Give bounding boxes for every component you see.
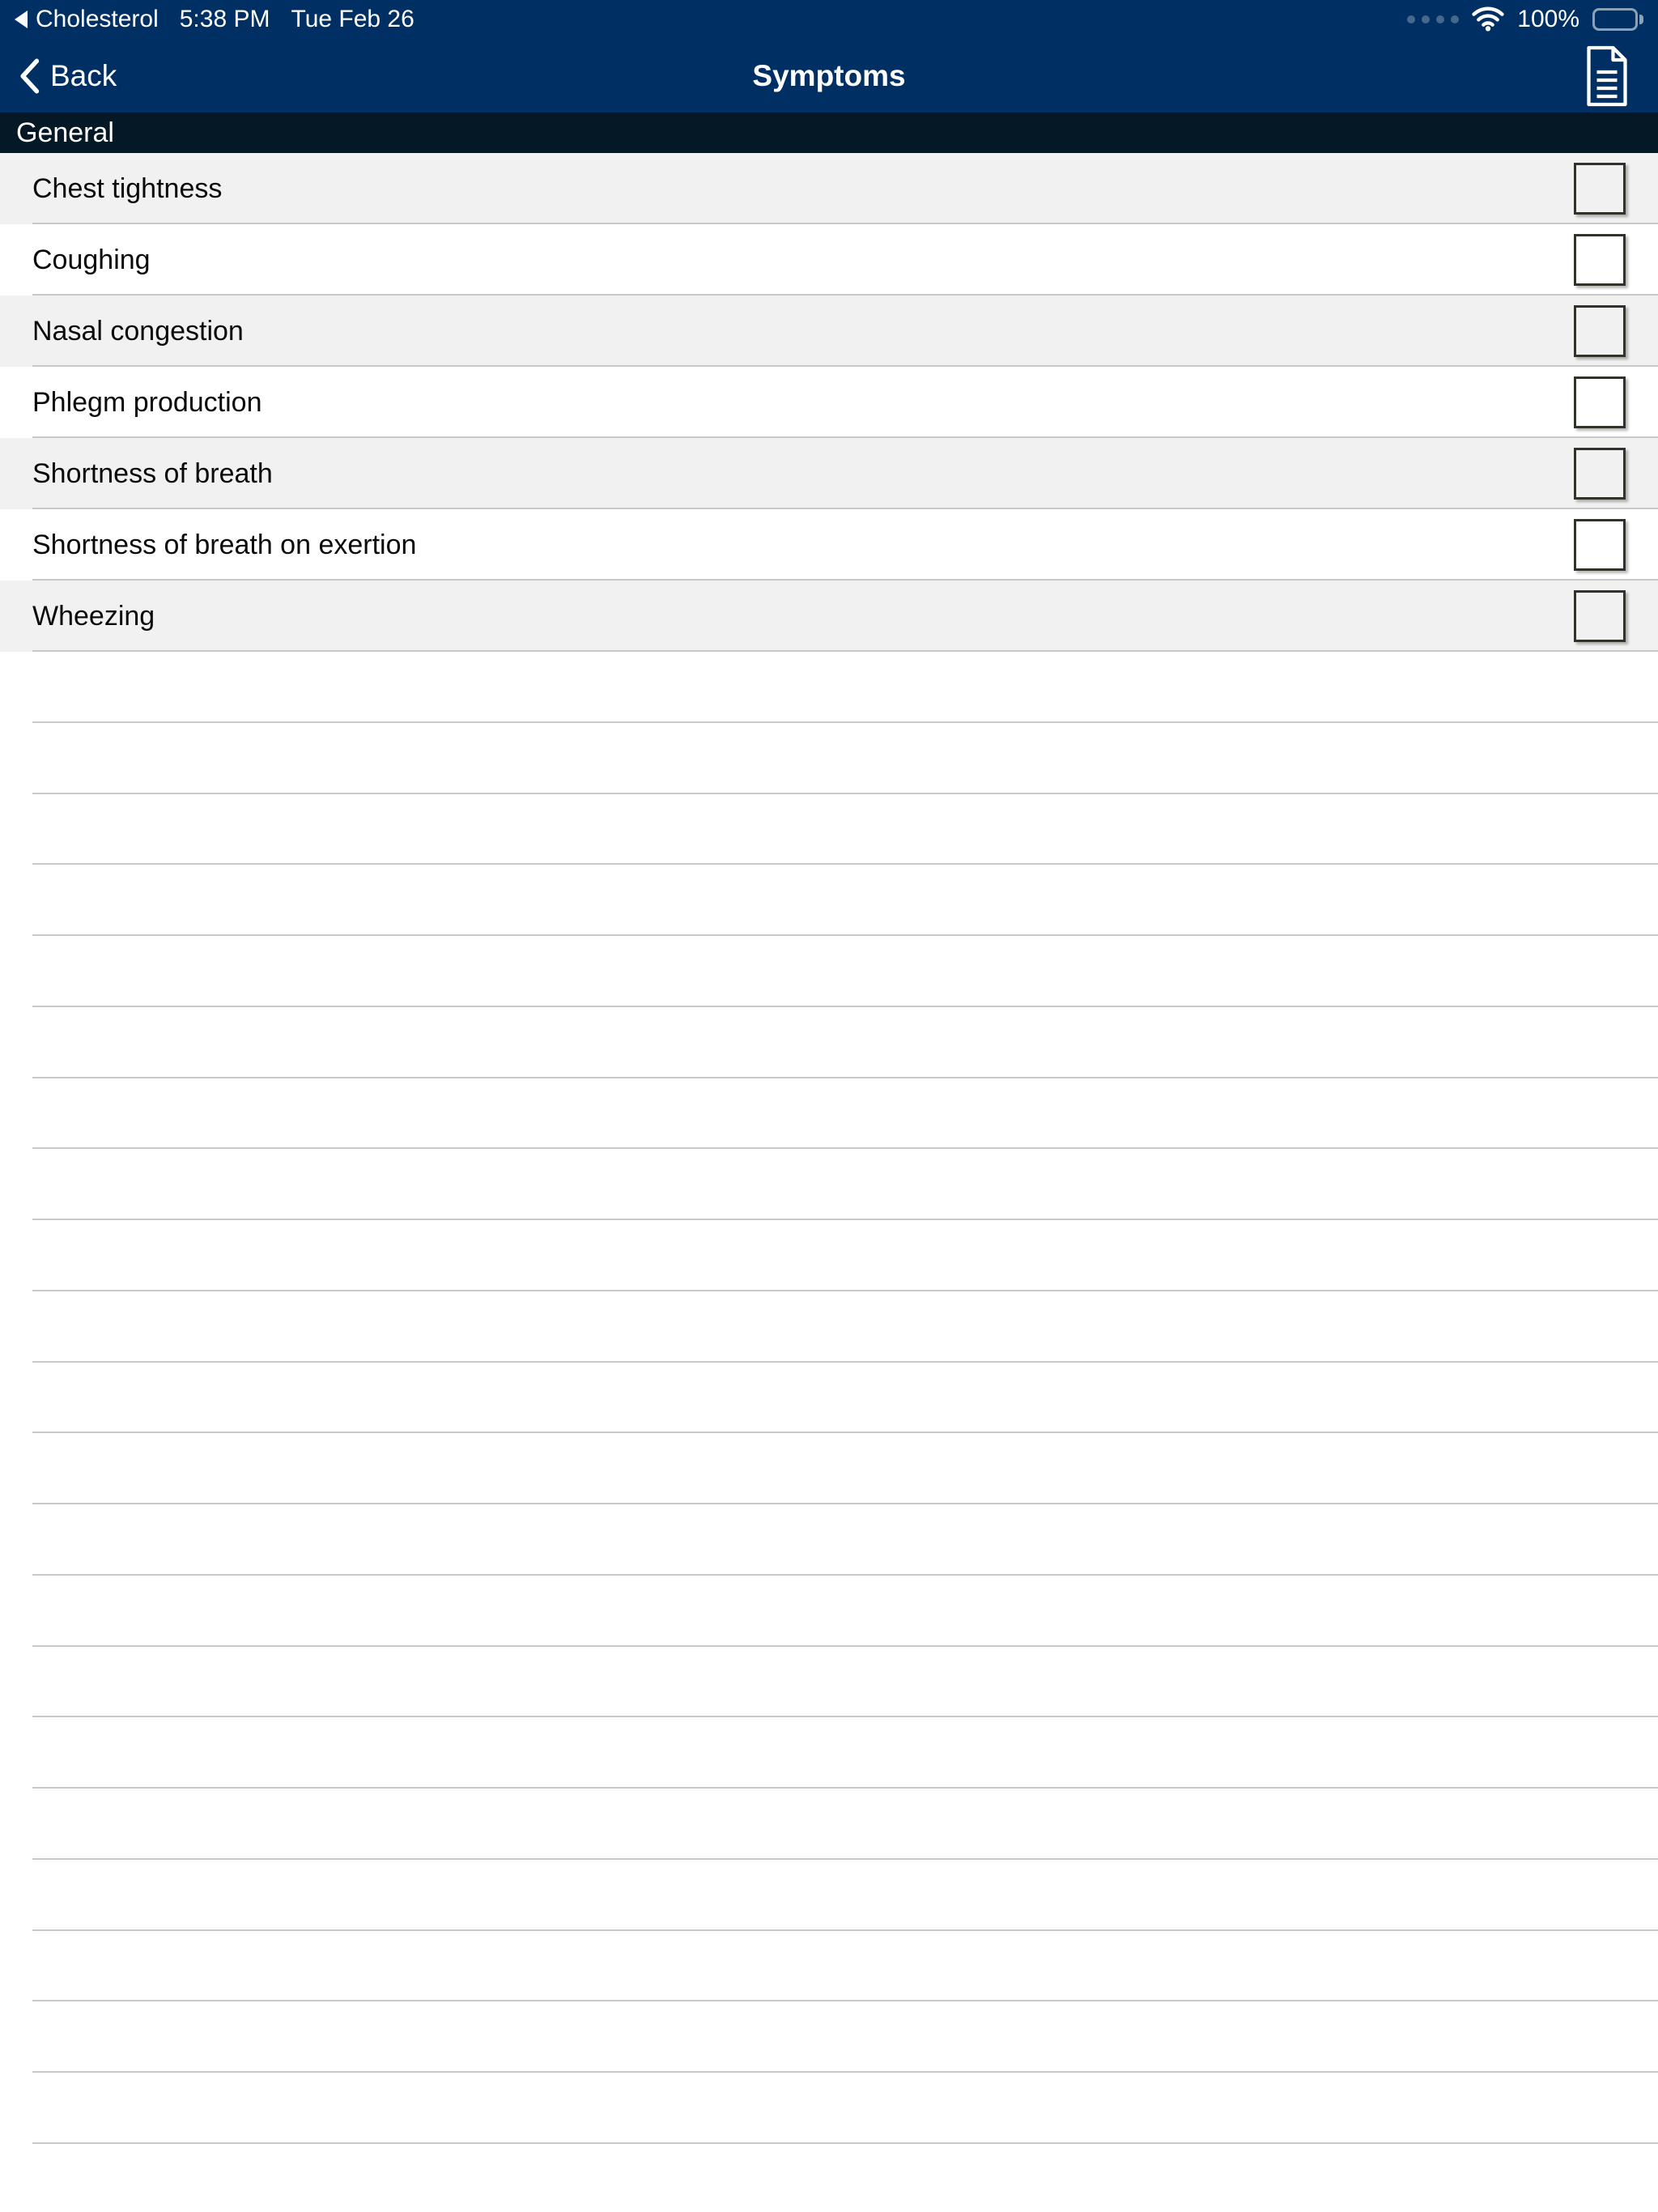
symptom-label: Shortness of breath on exertion: [32, 529, 417, 560]
symptom-label: Shortness of breath: [32, 457, 273, 489]
empty-row: [0, 1931, 1658, 2002]
empty-row: [0, 1291, 1658, 1363]
symptom-row-nasal-congestion[interactable]: [0, 296, 1658, 367]
symptom-list: [0, 153, 1658, 652]
checkbox[interactable]: [1574, 448, 1626, 500]
empty-row: [0, 865, 1658, 936]
symptom-label: Wheezing: [32, 600, 155, 632]
empty-row: [0, 1576, 1658, 1647]
status-bar: [0, 0, 1658, 39]
checkbox[interactable]: [1574, 376, 1626, 428]
checkbox[interactable]: [1574, 305, 1626, 357]
empty-row: [0, 1433, 1658, 1504]
empty-row: [0, 2001, 1658, 2073]
symptom-row-phlegm-production[interactable]: [0, 367, 1658, 438]
empty-rows: [0, 652, 1658, 2212]
empty-row: [0, 1007, 1658, 1078]
empty-row: [0, 1860, 1658, 1931]
symptom-label: Coughing: [32, 244, 151, 275]
checkbox[interactable]: [1574, 519, 1626, 571]
symptom-label: Nasal congestion: [32, 315, 244, 347]
back-button[interactable]: [18, 57, 117, 96]
symptom-label: Chest tightness: [32, 172, 223, 204]
section-header-general: General: [0, 113, 1658, 153]
back-to-app-button[interactable]: [15, 6, 159, 33]
app-return-triangle-icon: [15, 11, 28, 28]
empty-row: [0, 723, 1658, 794]
empty-row: [0, 1789, 1658, 1860]
empty-row: [0, 2073, 1658, 2144]
wifi-icon: [1472, 6, 1504, 32]
report-button[interactable]: [1580, 44, 1634, 108]
status-time: 5:38 PM: [179, 6, 270, 32]
empty-row: [0, 1149, 1658, 1220]
empty-row: [0, 1220, 1658, 1291]
status-date: Tue Feb 26: [291, 6, 414, 32]
navigation-bar: [0, 39, 1658, 113]
back-to-app-label: Cholesterol: [36, 6, 159, 32]
checkbox[interactable]: [1574, 234, 1626, 286]
symptom-row-wheezing[interactable]: [0, 581, 1658, 652]
symptom-row-shortness-of-breath[interactable]: [0, 438, 1658, 509]
checkbox[interactable]: [1574, 590, 1626, 642]
symptom-row-shortness-of-breath-on-exertion[interactable]: [0, 509, 1658, 581]
empty-row: [0, 794, 1658, 866]
symptom-row-chest-tightness[interactable]: [0, 153, 1658, 224]
empty-row: [0, 1078, 1658, 1150]
document-icon: [1583, 45, 1631, 107]
cellular-dots-icon: [1407, 15, 1459, 23]
symptom-row-coughing[interactable]: [0, 224, 1658, 296]
symptom-label: Phlegm production: [32, 386, 262, 418]
empty-row: [0, 1717, 1658, 1789]
battery-percent: 100%: [1517, 6, 1579, 32]
empty-row: [0, 1363, 1658, 1434]
empty-row: [0, 1647, 1658, 1718]
empty-row: [0, 652, 1658, 723]
empty-row: [0, 936, 1658, 1007]
back-button-label: Back: [50, 58, 117, 92]
checkbox[interactable]: [1574, 163, 1626, 215]
battery-full-icon: [1592, 8, 1643, 31]
page-title: Symptoms: [752, 58, 906, 92]
empty-row: [0, 1504, 1658, 1576]
chevron-left-icon: [18, 57, 40, 96]
